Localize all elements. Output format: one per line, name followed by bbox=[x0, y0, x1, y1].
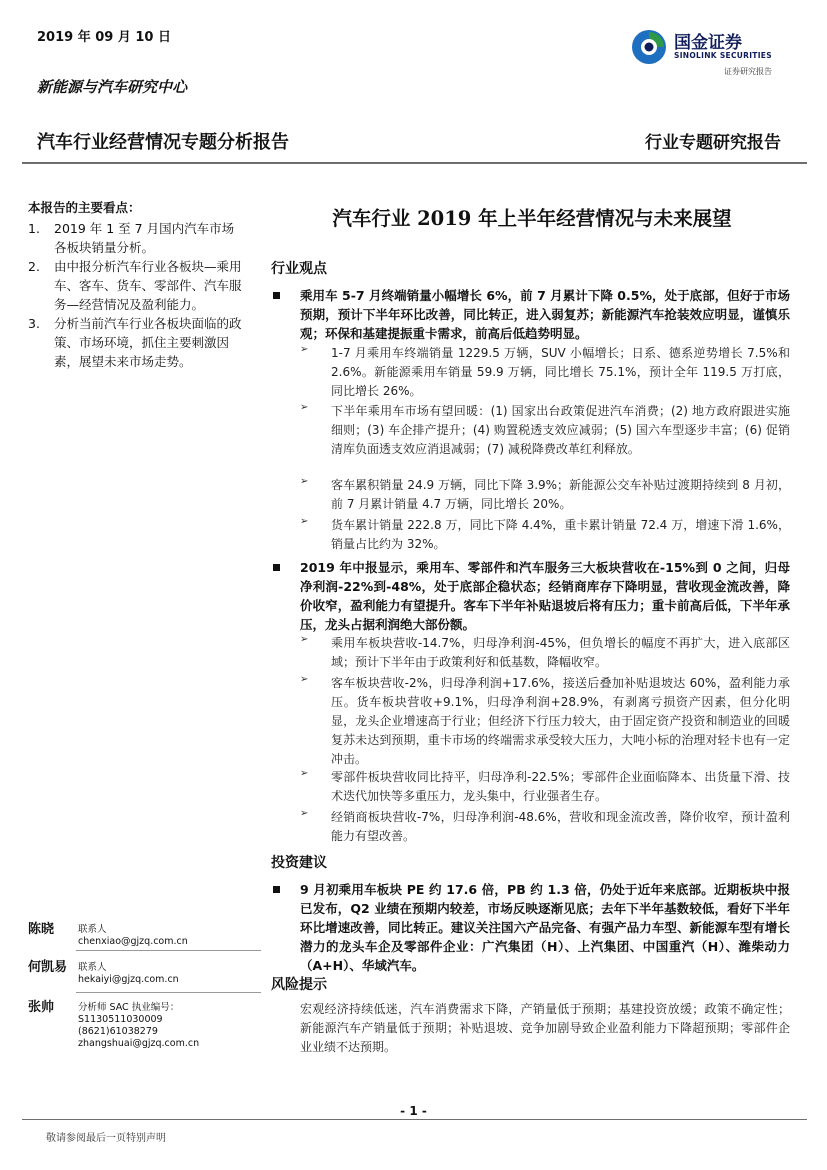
sidebar-item bbox=[28, 257, 243, 314]
arrow-bullet-icon: ➢ bbox=[300, 344, 309, 355]
bullet-text: 9 月初乘用车板块 PE 约 17.6 倍，PB 约 1.3 倍，仍处于近年来底部。近期板块中报已发布，Q2 业绩在预期内较差，市场反映逐渐见底；去年下半年基数较低，看好下半年环比增速改善，同比转正。建议关注国六产品完备、有强产品力车型、新能源车型有增长潜力的龙头车企及零部件企业：广汽集团（H）、上汽集团、中国重汽（H）、潍柴动力（A+H）、华域汽车。 bbox=[300, 882, 790, 973]
sidebar-item-text: 2019 年 1 至 7 月国内汽车市场各板块销量分析。 bbox=[54, 221, 235, 255]
section-title-industry-view: 行业观点 bbox=[271, 261, 327, 277]
page-number: - 1 - bbox=[400, 1104, 427, 1118]
section-title-risk: 风险提示 bbox=[271, 977, 327, 993]
header-divider bbox=[22, 162, 807, 164]
bullet-text: 2019 年中报显示，乘用车、零部件和汽车服务三大板块营收在-15%到 0 之间，归母净利润-22%到-48%，处于底部企稳状态；经销商库存下降明显，营收现金流改善，降价收窄，盈利能力有望提升。客车下半年补贴退坡后将有压力；重卡前高后低，下半年承压，龙头占据利润绝大部份额。 bbox=[300, 560, 790, 632]
sidebar-item-number: 3. bbox=[28, 316, 40, 331]
logo-subtitle: 证券研究报告 bbox=[724, 67, 772, 76]
report-date: 2019 年 09 月 10 日 bbox=[37, 30, 171, 45]
logo-chinese-name: 国金证券 bbox=[674, 33, 742, 53]
contact-divider bbox=[76, 992, 261, 993]
main-content bbox=[271, 258, 793, 1098]
arrow-bullet-icon: ➢ bbox=[300, 476, 309, 487]
contact-info bbox=[78, 924, 188, 948]
arrow-bullet-icon: ➢ bbox=[300, 516, 309, 527]
contact-name: 张帅 bbox=[28, 1000, 55, 1015]
risk-text: 宏观经济持续低迷，汽车消费需求下降，产销量低于预期；基建投资放缓；政策不确定性；新能源汽车产销量低于预期；补贴退坡、竞争加剧导致企业盈利能力下降超预期；零部件企业业绩不达预期。 bbox=[300, 1002, 790, 1054]
sidebar-highlights bbox=[28, 198, 243, 371]
sidebar-item-text: 由中报分析汽车行业各板块—乘用车、客车、货车、零部件、汽车服务—经营情况及盈利能力。 bbox=[54, 259, 242, 312]
footer-divider bbox=[22, 1119, 807, 1120]
report-title: 汽车行业经营情况专题分析报告 bbox=[37, 132, 289, 153]
sidebar-title: 本报告的主要看点： bbox=[28, 200, 141, 215]
arrow-bullet-icon: ➢ bbox=[300, 674, 309, 685]
contact-zhangshuai bbox=[28, 1000, 263, 1049]
contact-divider bbox=[76, 950, 261, 951]
contact-name: 何凯易 bbox=[28, 960, 68, 975]
sub-point-text: 客车板块营收-2%，归母净利润+17.6%，接送后叠加补贴退坡达 60%，盈利能力承压。货车板块营收+9.1%，归母净利润+28.9%，有剥离亏损资产因素，但分化明显，龙头企业增速高于行业；但经济下行压力较大，由于固定资产投资和制造业的回暖复苏未达到预期，重卡市场的终端需求承受较大压力，大吨小标的治理对轻卡也有一定冲击。 bbox=[331, 676, 790, 766]
arrow-bullet-icon: ➢ bbox=[300, 402, 309, 413]
contact-hekaiyi bbox=[28, 962, 263, 992]
square-bullet-icon bbox=[273, 564, 280, 571]
contact-info bbox=[78, 962, 179, 986]
sidebar-item-number: 1. bbox=[28, 221, 40, 236]
bullet-text: 乘用车 5-7 月终端销量小幅增长 6%，前 7 月累计下降 0.5%，处于底部，但好于市场预期，预计下半年环比改善，同比转正，进入弱复苏；新能源汽车抢装效应明显，谨慎乐观；环保和基建提振重卡需求，前高后低趋势明显。 bbox=[300, 288, 790, 341]
contact-role: 分析师 SAC 执业编号：S1130511030009 bbox=[78, 1002, 180, 1025]
section-title-investment-advice: 投资建议 bbox=[271, 855, 327, 871]
arrow-bullet-icon: ➢ bbox=[300, 808, 309, 819]
sub-point-text: 零部件板块营收同比持平，归母净利-22.5%；零部件企业面临降本、出货量下滑、技术迭代加快等多重压力，龙头集中，行业强者生存。 bbox=[331, 770, 790, 803]
arrow-bullet-icon: ➢ bbox=[300, 634, 309, 645]
logo-mark-icon bbox=[630, 28, 668, 66]
sub-point-text: 1-7 月乘用车终端销量 1229.5 万辆，SUV 小幅增长；日系、德系逆势增长 7.5%和 2.6%。新能源乘用车销量 59.9 万辆，同比增长 75.1%，预计全年 119.5 万打底，同比增长 26%。 bbox=[331, 346, 790, 398]
sub-point-text: 下半年乘用车市场有望回暖：(1) 国家出台政策促进汽车消费；(2) 地方政府跟进实施细则；(3) 车企排产提升；(4) 购置税透支效应减弱；(5) 国六车型逐步丰富；(6) 促销清库负面透支效应消退减弱；(7) 减税降费改革红利释放。 bbox=[331, 404, 790, 456]
contact-email[interactable]: zhangshuai@gjzq.com.cn bbox=[78, 1038, 200, 1049]
contact-role: 联系人 bbox=[78, 924, 107, 935]
sub-point-text: 货车累计销量 222.8 万，同比下降 4.4%，重卡累计销量 72.4 万，增速下滑 1.6%，销量占比约为 32%。 bbox=[331, 518, 790, 551]
footer-disclaimer: 敬请参阅最后一页特别声明 bbox=[46, 1133, 166, 1144]
sub-point-text: 经销商板块营收-7%，归母净利润-48.6%，营收和现金流改善，降价收窄，预计盈利能力有望改善。 bbox=[331, 810, 790, 843]
research-center: 新能源与汽车研究中心 bbox=[37, 78, 188, 96]
sidebar-item bbox=[28, 219, 243, 257]
main-title: 汽车行业 2019 年上半年经营情况与未来展望 bbox=[332, 207, 732, 230]
sub-point-text: 客车累积销量 24.9 万辆，同比下降 3.9%；新能源公交车补贴过渡期持续到 8 月初，前 7 月累计销量 4.7 万辆，同比增长 20%。 bbox=[331, 478, 790, 511]
contact-role: 联系人 bbox=[78, 962, 107, 973]
square-bullet-icon bbox=[273, 886, 280, 893]
contact-email[interactable]: hekaiyi@gjzq.com.cn bbox=[78, 974, 179, 985]
contact-email[interactable]: chenxiao@gjzq.com.cn bbox=[78, 936, 188, 947]
sidebar-item-number: 2. bbox=[28, 259, 40, 274]
sidebar-item bbox=[28, 314, 243, 371]
square-bullet-icon bbox=[273, 292, 280, 299]
contact-phone: (8621)61038279 bbox=[78, 1026, 158, 1037]
sidebar-item-text: 分析当前汽车行业各板块面临的政策、市场环境，抓住主要刺激因素，展望未来市场走势。 bbox=[54, 316, 242, 369]
contact-info bbox=[78, 1002, 263, 1050]
sub-point-text: 乘用车板块营收-14.7%，归母净利润-45%，但负增长的幅度不再扩大，进入底部区域；预计下半年由于政策利好和低基数，降幅收窄。 bbox=[331, 636, 790, 669]
logo-english-name: SINOLINK SECURITIES bbox=[674, 51, 772, 60]
contact-name: 陈晓 bbox=[28, 922, 55, 937]
report-type: 行业专题研究报告 bbox=[645, 133, 781, 153]
arrow-bullet-icon: ➢ bbox=[300, 768, 309, 779]
